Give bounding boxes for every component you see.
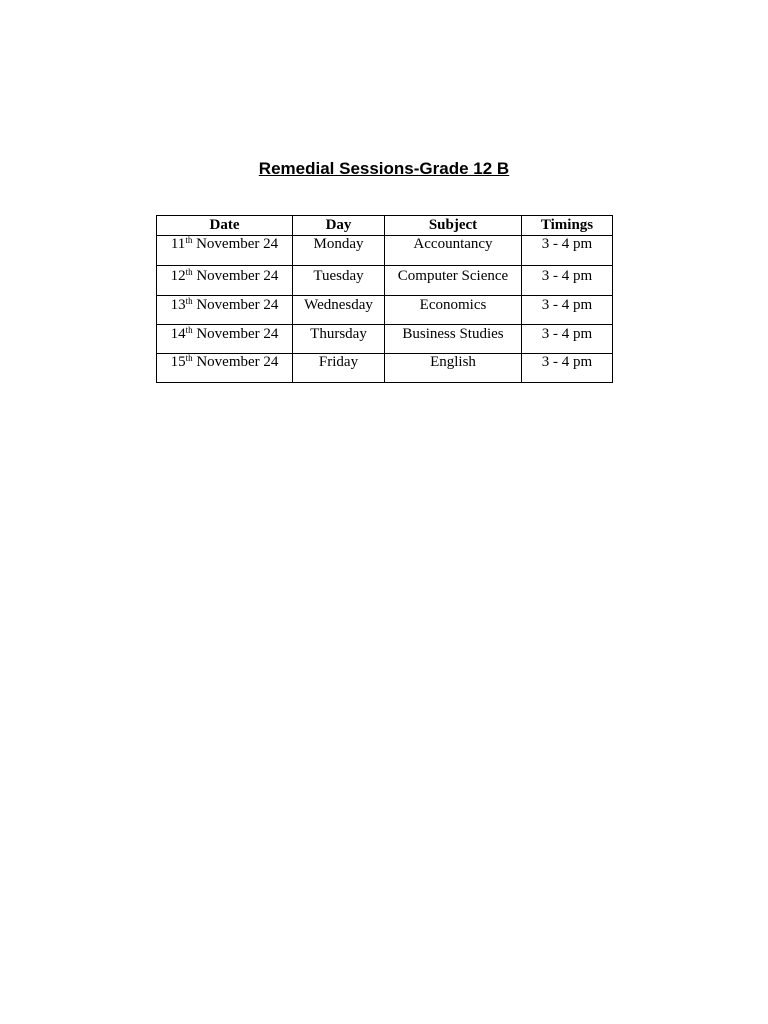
subject-cell: Accountancy [385,236,522,266]
date-month-year: November 24 [192,268,279,284]
table-row [157,354,613,383]
date-day-number: 15 [170,354,186,370]
date-ordinal-suffix: th [185,235,193,245]
column-header-subject: Subject [385,216,522,236]
table-row [157,325,613,354]
date-month-year: November 24 [192,297,279,313]
subject-cell: Business Studies [385,325,522,354]
column-header-timings: Timings [522,216,613,236]
day-cell: Wednesday [293,296,385,325]
date-ordinal-suffix: th [185,296,193,306]
date-ordinal-suffix: th [185,325,193,335]
page-title: Remedial Sessions-Grade 12 B [258,159,510,178]
day-cell: Tuesday [293,266,385,296]
subject-cell: English [385,354,522,383]
table-row [157,296,613,325]
schedule-table [156,215,613,383]
date-cell [157,266,293,296]
day-cell: Monday [293,236,385,266]
timings-cell: 3 - 4 pm [522,296,613,325]
column-header-day: Day [293,216,385,236]
date-ordinal-suffix: th [185,267,193,277]
date-month-year: November 24 [192,236,279,252]
date-cell [157,296,293,325]
date-day-number: 11 [170,236,186,252]
date-cell [157,325,293,354]
column-header-date: Date [157,216,293,236]
date-cell [157,236,293,266]
subject-cell: Economics [385,296,522,325]
date-month-year: November 24 [192,354,279,370]
date-day-number: 12 [170,268,186,284]
date-day-number: 14 [170,326,186,342]
timings-cell: 3 - 4 pm [522,236,613,266]
table-row [157,266,613,296]
date-ordinal-suffix: th [185,353,193,363]
date-day-number: 13 [170,297,186,313]
timings-cell: 3 - 4 pm [522,354,613,383]
day-cell: Friday [293,354,385,383]
timings-cell: 3 - 4 pm [522,266,613,296]
day-cell: Thursday [293,325,385,354]
subject-cell: Computer Science [385,266,522,296]
date-month-year: November 24 [192,326,279,342]
table-row [157,236,613,266]
timings-cell: 3 - 4 pm [522,325,613,354]
table-header-row [157,216,613,236]
date-cell [157,354,293,383]
